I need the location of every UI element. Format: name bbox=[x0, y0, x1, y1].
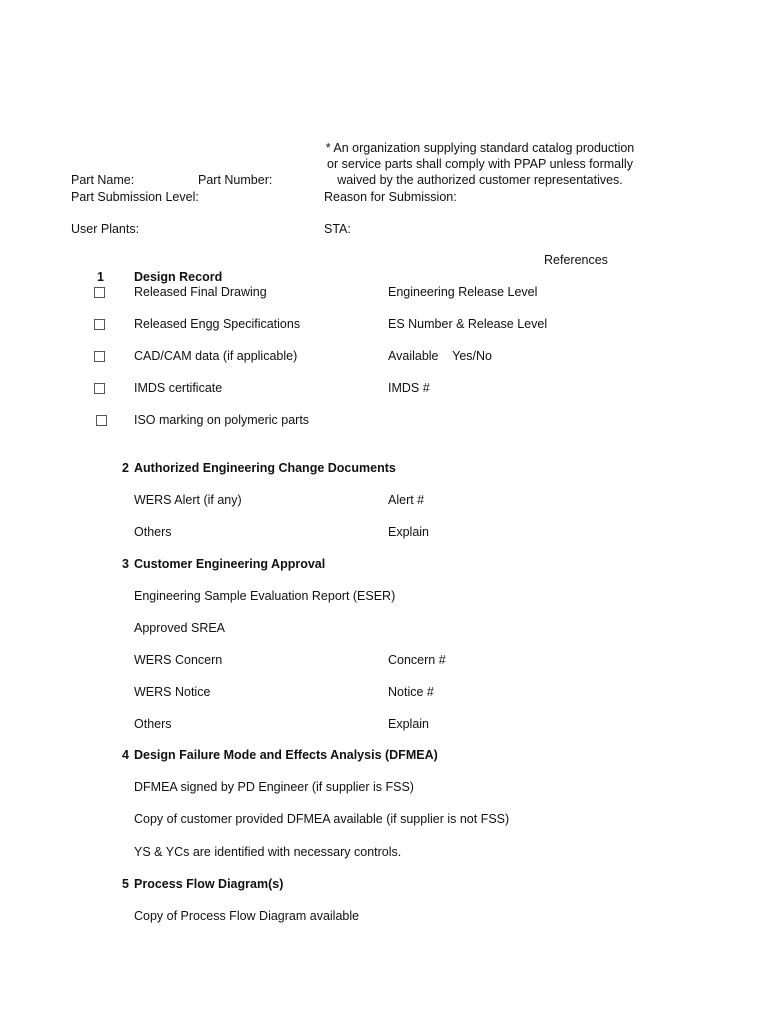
section-title: Process Flow Diagram(s) bbox=[134, 877, 284, 891]
section-title: Authorized Engineering Change Documents bbox=[134, 461, 396, 475]
item-reference: Available Yes/No bbox=[388, 349, 493, 363]
checkbox[interactable] bbox=[96, 415, 107, 426]
submission-level-label: Part Submission Level: bbox=[71, 190, 199, 204]
section-number: 3 bbox=[122, 557, 129, 571]
user-plants-label: User Plants: bbox=[71, 222, 140, 236]
item-label: IMDS certificate bbox=[134, 381, 223, 395]
references-heading: References bbox=[544, 253, 608, 267]
item-label: Others bbox=[134, 717, 172, 731]
item-reference: Concern # bbox=[388, 653, 446, 667]
item-label: DFMEA signed by PD Engineer (if supplier is FSS) bbox=[134, 780, 414, 794]
item-reference: Alert # bbox=[388, 493, 425, 507]
item-label: Copy of customer provided DFMEA available (if supplier is not FSS) bbox=[134, 812, 510, 826]
item-reference: IMDS # bbox=[388, 381, 430, 395]
item-label: Released Engg Specifications bbox=[134, 317, 301, 331]
note-line: or service parts shall comply with PPAP unless formally bbox=[327, 157, 633, 171]
section-number: 5 bbox=[122, 877, 129, 891]
section-number: 1 bbox=[97, 270, 104, 284]
item-label: ISO marking on polymeric parts bbox=[134, 413, 310, 427]
item-label: Released Final Drawing bbox=[134, 285, 267, 299]
section-number: 2 bbox=[122, 461, 129, 475]
item-label: WERS Alert (if any) bbox=[134, 493, 242, 507]
part-number-label: Part Number: bbox=[198, 173, 273, 187]
checkbox[interactable] bbox=[94, 383, 105, 394]
item-reference: Engineering Release Level bbox=[388, 285, 538, 299]
note-line: * An organization supplying standard catalog production bbox=[325, 141, 635, 155]
item-label: Engineering Sample Evaluation Report (ESER) bbox=[134, 589, 396, 603]
item-label: Others bbox=[134, 525, 172, 539]
checkbox[interactable] bbox=[94, 287, 105, 298]
item-label: CAD/CAM data (if applicable) bbox=[134, 349, 298, 363]
item-label: Copy of Process Flow Diagram available bbox=[134, 909, 360, 923]
item-label: Approved SREA bbox=[134, 621, 226, 635]
item-reference: Notice # bbox=[388, 685, 434, 699]
item-reference: Explain bbox=[388, 525, 429, 539]
item-reference: Explain bbox=[388, 717, 429, 731]
checkbox[interactable] bbox=[94, 351, 105, 362]
section-title: Customer Engineering Approval bbox=[134, 557, 326, 571]
section-title: Design Record bbox=[134, 270, 223, 284]
checkbox[interactable] bbox=[94, 319, 105, 330]
item-reference: ES Number & Release Level bbox=[388, 317, 548, 331]
item-label: WERS Concern bbox=[134, 653, 223, 667]
item-label: YS & YCs are identified with necessary controls. bbox=[134, 845, 402, 859]
reason-label: Reason for Submission: bbox=[324, 190, 457, 204]
part-name-label: Part Name: bbox=[71, 173, 135, 187]
section-title: Design Failure Mode and Effects Analysis (DFMEA) bbox=[134, 748, 438, 762]
sta-label: STA: bbox=[324, 222, 351, 236]
item-label: WERS Notice bbox=[134, 685, 211, 699]
ppap-note bbox=[315, 140, 645, 188]
section-number: 4 bbox=[122, 748, 129, 762]
note-line: waived by the authorized customer representatives. bbox=[337, 173, 623, 187]
